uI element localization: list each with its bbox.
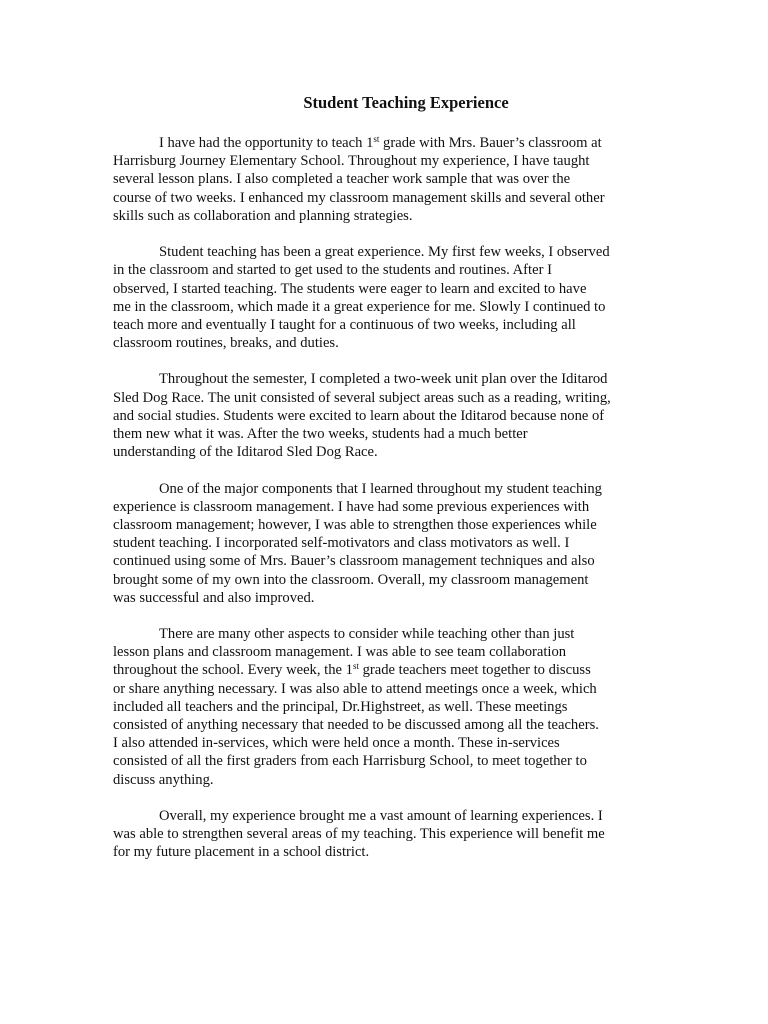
text-line — [113, 243, 653, 261]
paragraph — [113, 807, 653, 862]
text-line — [113, 443, 653, 461]
line-text: I also attended in-services, which were held once a month. These in-services — [113, 735, 560, 752]
text-line — [113, 534, 653, 552]
text-line — [113, 807, 653, 825]
paragraph — [113, 480, 653, 607]
line-text: lesson plans and classroom management. I was able to see team collaboration — [113, 644, 567, 661]
text-line — [113, 298, 653, 316]
line-text: classroom routines, breaks, and duties. — [113, 335, 339, 352]
text-line — [113, 498, 653, 516]
text-line — [113, 661, 653, 679]
text-line — [113, 589, 653, 607]
document-body — [113, 134, 653, 880]
text-line — [113, 734, 653, 752]
text-line — [113, 771, 653, 789]
line-text: observed, I started teaching. The students were eager to learn and excited to have — [113, 280, 587, 297]
line-text: One of the major components that I learned throughout my student teaching — [159, 480, 602, 497]
text-line — [113, 316, 653, 334]
text-line — [113, 261, 653, 279]
line-text: Student teaching has been a great experience. My first few weeks, I observed — [159, 244, 610, 261]
line-text: throughout the school. Every week, the 1 — [113, 662, 353, 679]
text-line — [113, 170, 653, 188]
line-text: grade teachers meet together to discuss — [358, 662, 591, 679]
line-text: included all teachers and the principal, Dr.Highstreet, as well. These meetings — [113, 698, 568, 715]
text-line — [113, 643, 653, 661]
line-text: Harrisburg Journey Elementary School. Throughout my experience, I have taught — [113, 153, 590, 170]
line-text: was successful and also improved. — [113, 589, 315, 606]
paragraph — [113, 243, 653, 352]
line-text: or share anything necessary. I was also able to attend meetings once a week, which — [113, 680, 597, 697]
text-line — [113, 389, 653, 407]
line-text: them new what it was. After the two weeks, students had a much better — [113, 426, 528, 442]
line-text: for my future placement in a school district. — [113, 844, 370, 861]
line-text: Overall, my experience brought me a vast amount of learning experiences. I — [159, 807, 603, 824]
text-line — [113, 425, 653, 443]
text-line — [113, 680, 653, 698]
paragraph — [113, 625, 653, 789]
text-line — [113, 716, 653, 734]
line-text: teach more and eventually I taught for a continuous of two weeks, including all — [113, 316, 576, 333]
line-text: me in the classroom, which made it a great experience for me. Slowly I continued to — [113, 298, 606, 315]
text-line — [113, 280, 653, 298]
text-line — [113, 480, 653, 498]
line-text: I have had the opportunity to teach 1 — [159, 135, 374, 151]
paragraph — [113, 134, 653, 225]
line-text: experience is classroom management. I have had some previous experiences with — [113, 498, 590, 515]
line-text: Sled Dog Race. The unit consisted of several subject areas such as a reading, writing, — [113, 389, 611, 406]
ordinal-superscript: st — [373, 134, 380, 144]
text-line — [113, 625, 653, 643]
line-text: There are many other aspects to consider while teaching other than just — [159, 626, 575, 643]
line-text: course of two weeks. I enhanced my classroom management skills and several other — [113, 189, 605, 206]
text-line — [113, 843, 653, 861]
line-text: student teaching. I incorporated self-motivators and class motivators as well. I — [113, 535, 570, 552]
line-text: discuss anything. — [113, 771, 214, 788]
line-text: understanding of the Iditarod Sled Dog Race. — [113, 444, 378, 461]
line-text: continued using some of Mrs. Bauer’s classroom management techniques and also — [113, 553, 595, 570]
text-line — [113, 207, 653, 225]
text-line — [113, 370, 653, 388]
text-line — [113, 516, 653, 534]
line-text: consisted of anything necessary that needed to be discussed among all the teachers. — [113, 717, 599, 733]
line-text: skills such as collaboration and planning strategies. — [113, 207, 413, 224]
line-text: grade with Mrs. Bauer’s classroom at — [379, 135, 602, 151]
document-title: Student Teaching Experience — [303, 93, 509, 112]
line-text: in the classroom and started to get used to the students and routines. After I — [113, 262, 552, 279]
line-text: Throughout the semester, I completed a two-week unit plan over the Iditarod — [159, 371, 608, 388]
text-line — [113, 134, 653, 152]
paragraph — [113, 370, 653, 461]
line-text: and social studies. Students were excited to learn about the Iditarod because none of — [113, 407, 605, 424]
text-line — [113, 334, 653, 352]
line-text: consisted of all the first graders from each Harrisburg School, to meet together to — [113, 753, 587, 770]
text-line — [113, 552, 653, 570]
line-text: classroom management; however, I was able to strengthen those experiences while — [113, 516, 597, 533]
line-text: several lesson plans. I also completed a teacher work sample that was over the — [113, 171, 571, 188]
text-line — [113, 752, 653, 770]
text-line — [113, 152, 653, 170]
text-line — [113, 571, 653, 589]
ordinal-superscript: st — [352, 661, 359, 672]
text-line — [113, 698, 653, 716]
text-line — [113, 189, 653, 207]
line-text: brought some of my own into the classroom. Overall, my classroom management — [113, 571, 589, 588]
text-line — [113, 825, 653, 843]
line-text: was able to strengthen several areas of my teaching. This experience will benefit me — [113, 826, 605, 843]
text-line — [113, 407, 653, 425]
